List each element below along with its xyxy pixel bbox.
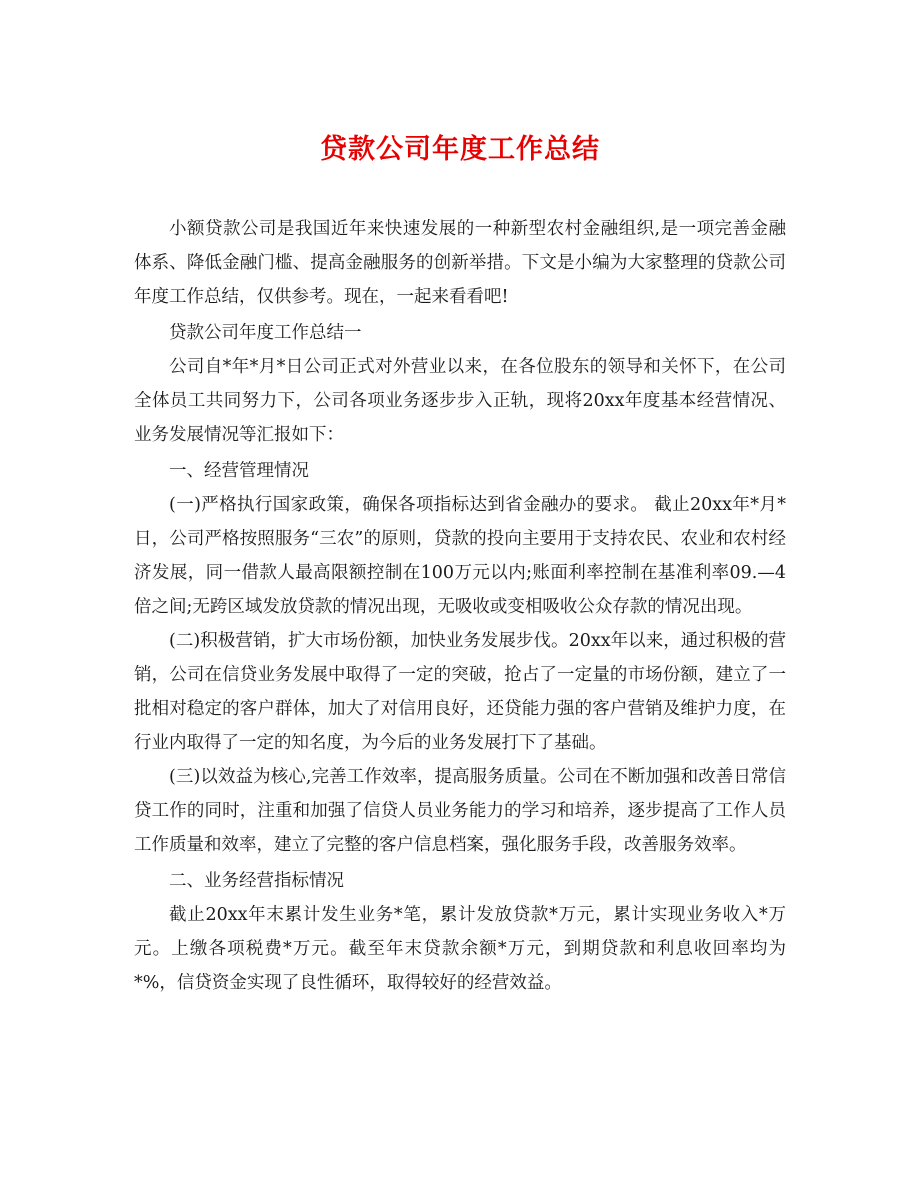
document-title: 贷款公司年度工作总结 xyxy=(320,134,600,165)
marketing-paragraph: (二)积极营销，扩大市场份额，加快业务发展步伐。20xx年以来，通过积极的营销，公司在信贷业务发展中取得了一定的突破，抢占了一定量的市场份额，建立了一批相对稳定的客户群体，加大了对信用良好，还贷能力强的客户营销及维护力度，在行业内取得了一定的知名度，为今后的业务发展打下了基础。 xyxy=(134,631,786,753)
section-heading-indicators: 二、业务经营指标情况 xyxy=(169,871,344,891)
intro-paragraph: 小额贷款公司是我国近年来快速发展的一种新型农村金融组织,是一项完善金融体系、降低金融门槛、提高金融服务的创新举措。下文是小编为大家整理的贷款公司年度工作总结，仅供参考。现在，一起来看看吧! xyxy=(134,219,786,307)
document-body xyxy=(134,212,786,1000)
efficiency-paragraph: (三)以效益为核心,完善工作效率，提高服务质量。公司在不断加强和改善日常信贷工作的同时，注重和加强了信贷人员业务能力的学习和培养，逐步提高了工作人员工作质量和效率，建立了完整的客户信息档案，强化服务手段，改善服务效率。 xyxy=(134,767,786,855)
policy-paragraph: (一)严格执行国家政策，确保各项指标达到省金融办的要求。 截止20xx年*月*日，公司严格按照服务“三农”的原则，贷款的投向主要用于支持农民、农业和农村经济发展，同一借款人最高限额控制在100万元以内;账面利率控制在基准利率09.—4倍之间;无跨区域发放贷款的情况出现，无吸收或变相吸收公众存款的情况出现。 xyxy=(134,495,786,617)
opening-paragraph: 公司自*年*月*日公司正式对外营业以来，在各位股东的领导和关怀下，在公司全体员工共同努力下，公司各项业务逐步步入正轨，现将20xx年度基本经营情况、业务发展情况等汇报如下： xyxy=(134,357,786,445)
indicators-paragraph: 截止20xx年末累计发生业务*笔，累计发放贷款*万元，累计实现业务收入*万元。上缴各项税费*万元。截至年末贷款余额*万元，到期贷款和利息收回率均为*%，信贷资金实现了良性循环，取得较好的经营效益。 xyxy=(134,905,786,993)
section-heading-summary-one: 贷款公司年度工作总结一 xyxy=(169,323,362,343)
section-heading-management: 一、经营管理情况 xyxy=(169,461,309,481)
